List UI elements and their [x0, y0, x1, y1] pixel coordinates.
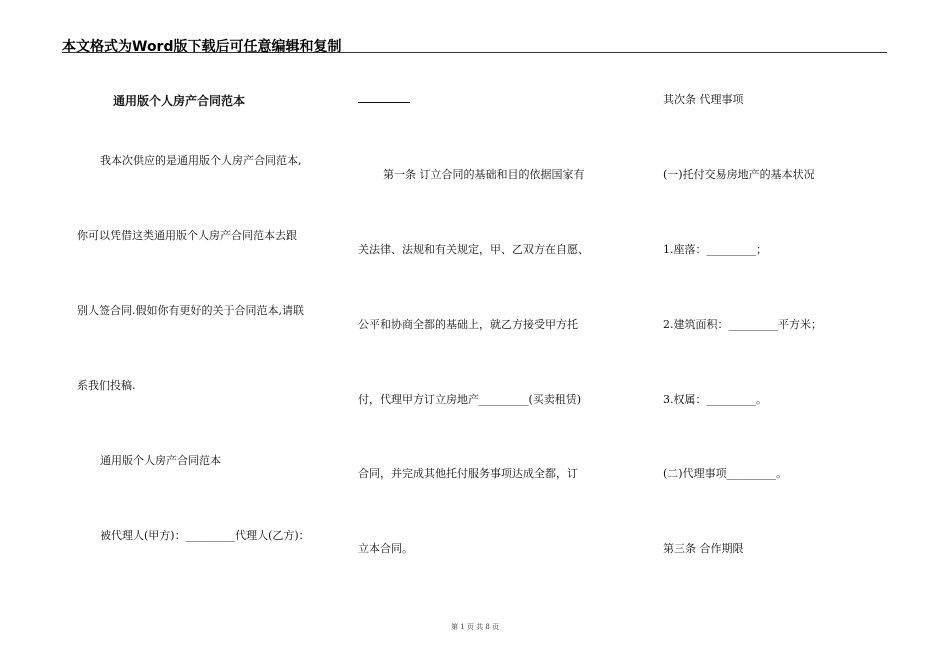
parties-line: 被代理人(甲方)：_________代理人(乙方)：	[100, 529, 310, 542]
blank-underline	[358, 102, 410, 103]
page-indicator: 第 1 页 共 8 页	[450, 623, 500, 631]
paragraph-line: 立本合同。	[358, 542, 413, 555]
paragraph-line: 我本次供应的是通用版个人房产合同范本,	[100, 154, 302, 167]
paragraph-line: 公平和协商全都的基础上，就乙方接受甲方托	[358, 318, 578, 331]
paragraph-line: 2.建筑面积：_________平方米；	[663, 318, 822, 331]
section-heading: 通用版个人房产合同范本	[100, 454, 221, 467]
paragraph-line: 3.权属：_________。	[663, 393, 767, 406]
paragraph-line: 付，代理甲方订立房地产_________(买卖租赁)	[358, 393, 582, 406]
paragraph-line: 合同，并完成其他托付服务事项达成全都，订	[358, 467, 578, 480]
paragraph-line: (二)代理事项_________。	[663, 467, 788, 480]
header-divider	[62, 52, 887, 53]
paragraph-line: 系我们投稿.	[77, 379, 136, 392]
paragraph-line: 别人签合同.假如你有更好的关于合同范本,请联	[77, 304, 304, 317]
paragraph-line: 第一条 订立合同的基础和目的依据国家有	[383, 168, 585, 181]
article-heading: 其次条 代理事项	[663, 93, 744, 106]
article-heading: 第三条 合作期限	[663, 542, 744, 555]
paragraph-line: 关法律、法规和有关规定，甲、乙双方在自愿、	[358, 243, 589, 256]
paragraph-line: 1.座落：_________；	[663, 243, 767, 256]
document-title: 通用版个人房产合同范本	[113, 94, 246, 108]
paragraph-line: (一)托付交易房地产的基本状况	[663, 168, 815, 181]
paragraph-line: 你可以凭借这类通用版个人房产合同范本去跟	[77, 229, 297, 242]
document-header-title: 本文格式为Word版下载后可任意编辑和复制	[62, 39, 342, 55]
